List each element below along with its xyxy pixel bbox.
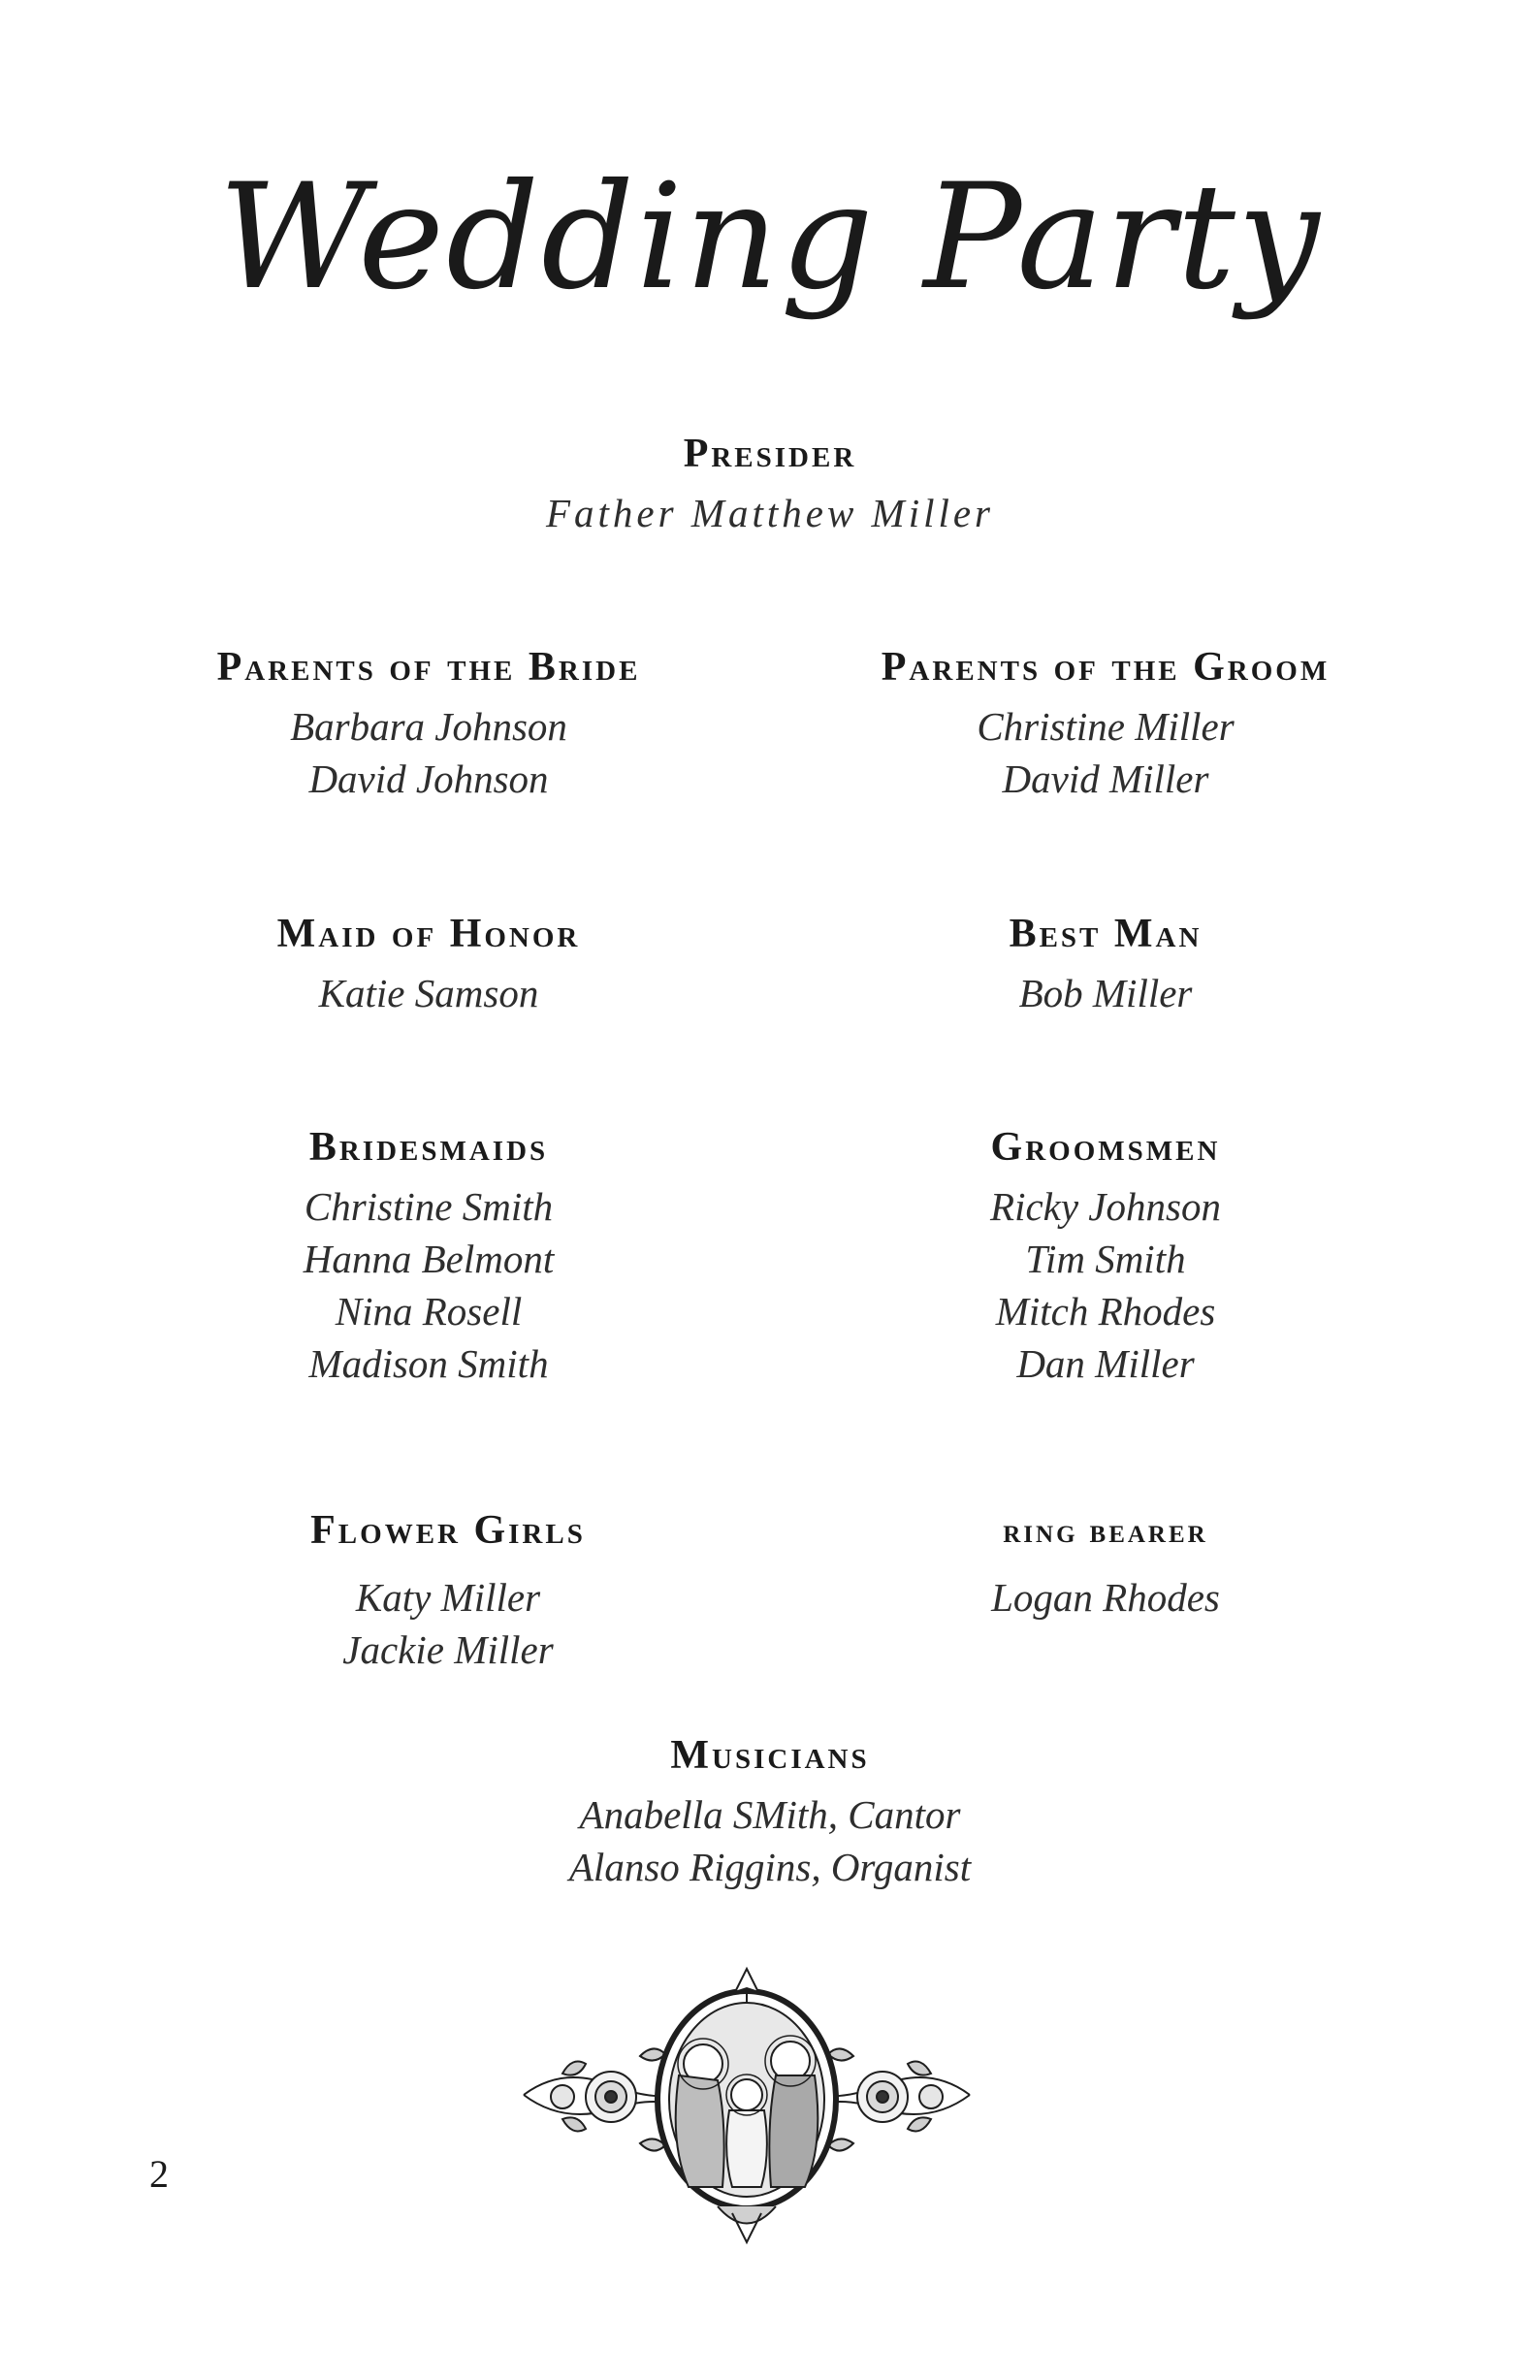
holy-family-ornament-icon — [504, 1959, 989, 2250]
name-item: Alanso Riggins, Organist — [568, 1845, 972, 1889]
presider-names — [382, 487, 1158, 539]
name-item: Hanna Belmont — [303, 1237, 555, 1281]
flower-girls-heading: Flower Girls — [310, 1508, 586, 1553]
parents-bride-heading: Parents of the Bride — [216, 645, 641, 690]
best-man-section — [766, 907, 1445, 1019]
best-man-names — [766, 967, 1445, 1019]
name-item: Christine Smith — [304, 1184, 554, 1229]
name-item: David Johnson — [308, 756, 549, 801]
maid-of-honor-section — [89, 907, 768, 1019]
name-item: Jackie Miller — [342, 1627, 554, 1672]
groomsmen-heading: Groomsmen — [990, 1125, 1221, 1170]
musicians-heading: Musicians — [670, 1733, 870, 1778]
name-item: Logan Rhodes — [991, 1575, 1220, 1620]
bridesmaids-heading: Bridesmaids — [308, 1125, 549, 1170]
presider-section — [382, 427, 1158, 539]
name-item: Barbara Johnson — [290, 704, 567, 749]
name-item: Mitch Rhodes — [995, 1289, 1216, 1334]
name-item: Ricky Johnson — [990, 1184, 1221, 1229]
presider-heading: Presider — [683, 432, 857, 476]
name-item: Anabella SMith, Cantor — [579, 1792, 961, 1837]
bridesmaids-section — [89, 1120, 768, 1390]
ring-bearer-heading: ring bearer — [1003, 1511, 1208, 1550]
name-item: Christine Miller — [977, 704, 1235, 749]
parents-bride-names — [89, 700, 768, 805]
name-item: Katy Miller — [355, 1575, 541, 1620]
flower-girls-section — [109, 1503, 787, 1676]
page-number: 2 — [149, 2152, 169, 2196]
parents-bride-section — [89, 640, 768, 805]
name-item: Bob Miller — [1018, 971, 1193, 1015]
name-item: Tim Smith — [1025, 1237, 1186, 1281]
ring-bearer-section — [766, 1503, 1445, 1624]
presider-name: Father Matthew Miller — [545, 491, 995, 535]
name-item: David Miller — [1002, 756, 1209, 801]
name-item: Nina Rosell — [335, 1289, 523, 1334]
maid-of-honor-names — [89, 967, 768, 1019]
groomsmen-names — [766, 1180, 1445, 1390]
ring-bearer-names — [766, 1571, 1445, 1624]
name-item: Katie Samson — [318, 971, 539, 1015]
groomsmen-section — [766, 1120, 1445, 1390]
maid-of-honor-heading: Maid of Honor — [276, 912, 581, 956]
parents-groom-heading: Parents of the Groom — [881, 645, 1331, 690]
name-item: Dan Miller — [1016, 1341, 1195, 1386]
parents-groom-names — [766, 700, 1445, 805]
musicians-names — [382, 1788, 1158, 1893]
parents-groom-section — [766, 640, 1445, 805]
musicians-section — [382, 1728, 1158, 1893]
bridesmaids-names — [89, 1180, 768, 1390]
best-man-heading: Best Man — [1009, 912, 1203, 956]
flower-girls-names — [109, 1571, 787, 1676]
name-item: Madison Smith — [308, 1341, 549, 1386]
page-title: Wedding Party — [218, 153, 1322, 322]
